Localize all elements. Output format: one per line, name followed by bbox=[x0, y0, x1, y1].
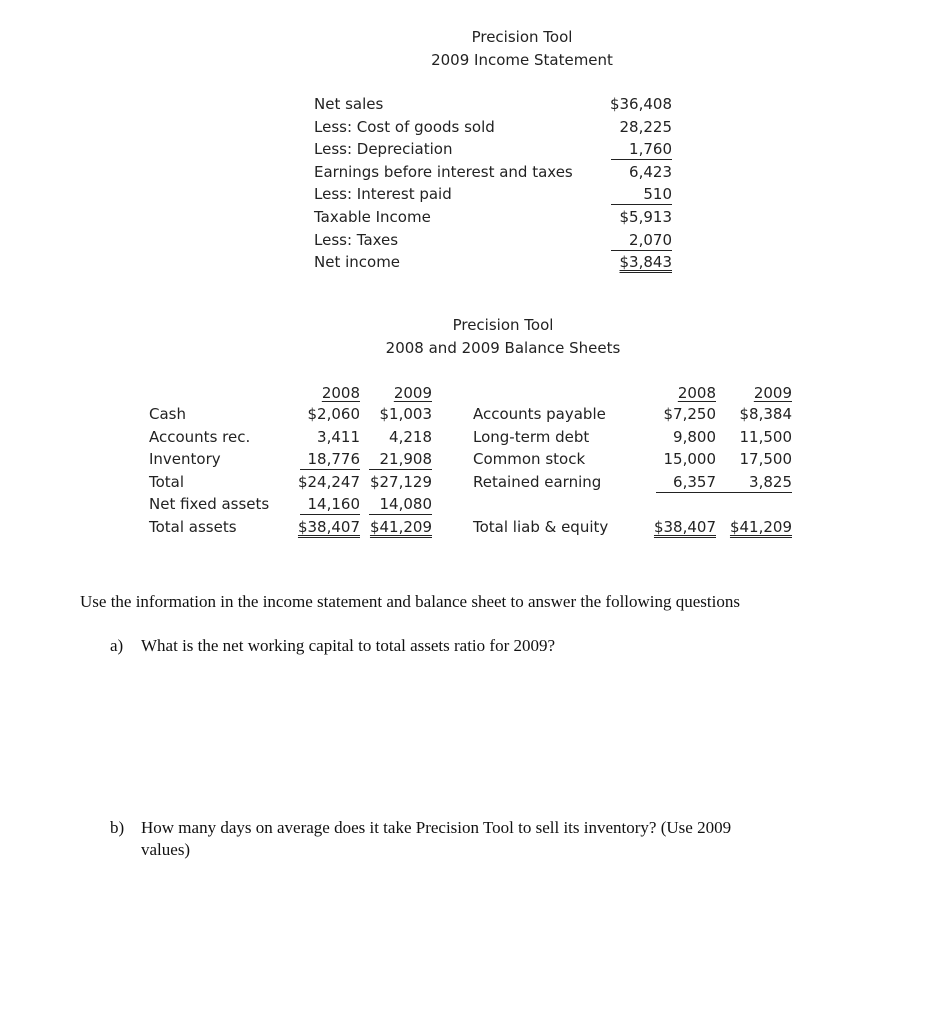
income-label-cogs: Less: Cost of goods sold bbox=[314, 118, 495, 136]
asset-2009-cash: $1,003 bbox=[379, 405, 432, 423]
asset-label-net-fixed: Net fixed assets bbox=[149, 495, 270, 513]
asset-2009-total-assets: $41,209 bbox=[369, 518, 432, 536]
asset-2009-total: $27,129 bbox=[369, 473, 432, 491]
question-a-marker: a) bbox=[110, 636, 124, 655]
question-b-text-line2: values) bbox=[141, 840, 191, 859]
question-b-text-line1: How many days on average does it take Precision Tool to sell its inventory? (Use 2009 bbox=[141, 818, 732, 837]
income-value-taxable-income: $5,913 bbox=[619, 208, 672, 226]
income-label-taxes: Less: Taxes bbox=[314, 231, 399, 249]
income-value-net-income: $3,843 bbox=[619, 253, 672, 271]
asset-2008-accounts-rec: 3,411 bbox=[317, 428, 360, 446]
question-a-text: What is the net working capital to total assets ratio for 2009? bbox=[141, 636, 556, 655]
income-value-interest: 510 bbox=[643, 185, 672, 203]
liab-2009-total-liab-equity: $41,209 bbox=[729, 518, 792, 536]
income-value-net-sales: $36,408 bbox=[609, 95, 672, 113]
liab-year-2009-header: 2009 bbox=[753, 384, 792, 402]
asset-2008-cash: $2,060 bbox=[307, 405, 360, 423]
question-b-marker: b) bbox=[110, 818, 125, 837]
income-value-taxes: 2,070 bbox=[629, 231, 672, 249]
asset-2009-accounts-rec: 4,218 bbox=[389, 428, 432, 446]
balance-company: Precision Tool bbox=[452, 316, 554, 334]
liab-2008-retained-earning: 6,357 bbox=[673, 473, 716, 491]
asset-2008-net-fixed: 14,160 bbox=[307, 495, 360, 513]
income-value-cogs: 28,225 bbox=[619, 118, 672, 136]
asset-label-inventory: Inventory bbox=[149, 450, 221, 468]
asset-2008-total-assets: $38,407 bbox=[297, 518, 360, 536]
income-subtotal-rule bbox=[611, 204, 672, 205]
asset-2008-total: $24,247 bbox=[297, 473, 360, 491]
asset-label-total-assets: Total assets bbox=[149, 518, 237, 536]
liab-label-long-term-debt: Long-term debt bbox=[473, 428, 590, 446]
asset-2008-inventory: 18,776 bbox=[307, 450, 360, 468]
income-label-interest: Less: Interest paid bbox=[314, 185, 452, 203]
liab-label-total-liab-equity: Total liab & equity bbox=[473, 518, 609, 536]
income-company: Precision Tool bbox=[471, 28, 573, 46]
income-label-net-sales: Net sales bbox=[314, 95, 384, 113]
liab-label-retained-earning: Retained earning bbox=[473, 473, 602, 491]
liab-2008-common-stock: 15,000 bbox=[663, 450, 716, 468]
liab-2009-common-stock: 17,500 bbox=[739, 450, 792, 468]
balance-title: 2008 and 2009 Balance Sheets bbox=[385, 339, 621, 357]
liab-year-2008-header: 2008 bbox=[677, 384, 716, 402]
asset-label-total: Total bbox=[149, 473, 185, 491]
assets-subtotal-rule bbox=[300, 514, 360, 515]
liab-2008-accounts-payable: $7,250 bbox=[663, 405, 716, 423]
asset-2009-net-fixed: 14,080 bbox=[379, 495, 432, 513]
asset-label-cash: Cash bbox=[149, 405, 186, 423]
liab-2009-retained-earning: 3,825 bbox=[749, 473, 792, 491]
liab-2009-accounts-payable: $8,384 bbox=[739, 405, 792, 423]
assets-subtotal-rule bbox=[300, 469, 360, 470]
liab-2009-long-term-debt: 11,500 bbox=[739, 428, 792, 446]
liab-2008-long-term-debt: 9,800 bbox=[673, 428, 716, 446]
income-label-net-income: Net income bbox=[314, 253, 401, 271]
liab-label-accounts-payable: Accounts payable bbox=[473, 405, 606, 423]
income-label-depreciation: Less: Depreciation bbox=[314, 140, 453, 158]
assets-year-2009-header: 2009 bbox=[393, 384, 432, 402]
liab-subtotal-rule bbox=[656, 492, 792, 493]
assets-year-2008-header: 2008 bbox=[321, 384, 360, 402]
income-label-ebit: Earnings before interest and taxes bbox=[314, 163, 573, 181]
income-value-ebit: 6,423 bbox=[629, 163, 672, 181]
income-label-taxable-income: Taxable Income bbox=[314, 208, 431, 226]
asset-label-accounts-rec: Accounts rec. bbox=[149, 428, 251, 446]
liab-2008-total-liab-equity: $38,407 bbox=[653, 518, 716, 536]
asset-2009-inventory: 21,908 bbox=[379, 450, 432, 468]
income-title: 2009 Income Statement bbox=[431, 51, 613, 69]
assets-subtotal-rule bbox=[369, 469, 432, 470]
liab-label-common-stock: Common stock bbox=[473, 450, 586, 468]
questions-intro: Use the information in the income statement and balance sheet to answer the following questions bbox=[80, 592, 740, 611]
income-subtotal-rule bbox=[611, 250, 672, 251]
income-subtotal-rule bbox=[611, 159, 672, 160]
assets-subtotal-rule bbox=[369, 514, 432, 515]
income-value-depreciation: 1,760 bbox=[629, 140, 672, 158]
